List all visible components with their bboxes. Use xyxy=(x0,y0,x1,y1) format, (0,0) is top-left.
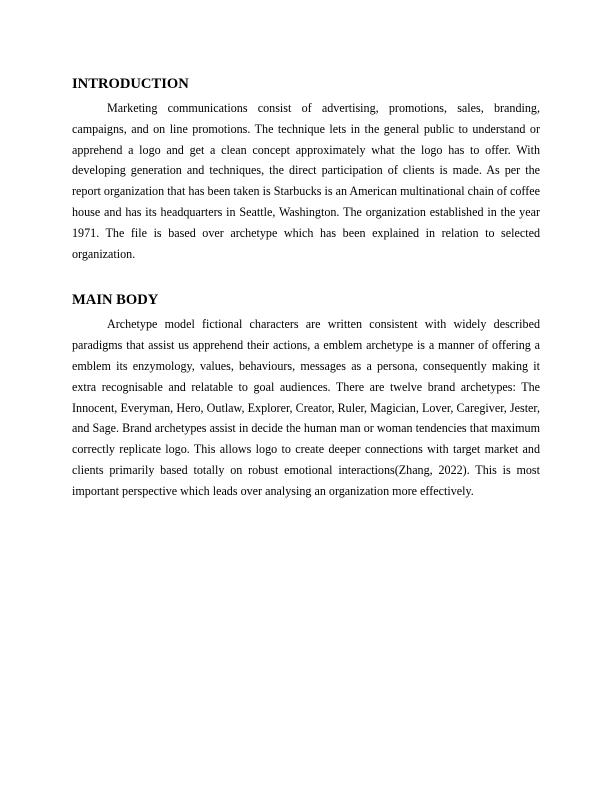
document-body xyxy=(72,74,540,502)
main-body-paragraph: Archetype model fictional characters are written consistent with widely described paradigms that assist us apprehend their actions, a emblem archetype is a manner of offering a emblem its enzymology, values, behaviours, messages as a persona, consequently making it extra recognisable and relatable to goal audiences. There are twelve brand archetypes: The Innocent, Everyman, Hero, Outlaw, Explorer, Creator, Ruler, Magician, Lover, Caregiver, Jester, and Sage. Brand archetypes assist in decide the human man or woman tendencies that maximum correctly replicate logo. This allows logo to create deeper connections with target market and clients primarily based totally on robust emotional interactions(Zhang, 2022). This is most important perspective which leads over analysing an organization more effectively. xyxy=(72,317,540,498)
main-body-section xyxy=(72,290,540,501)
main-body-heading: MAIN BODY xyxy=(72,292,159,309)
introduction-section xyxy=(72,74,540,264)
introduction-heading: INTRODUCTION xyxy=(72,76,189,92)
introduction-paragraph: Marketing communications consist of advertising, promotions, sales, branding, campaigns, and on line promotions. The technique lets in the general public to understand or apprehend a logo and get a clean concept approximately what the logo has to offer. With developing generation and techniques, the direct participation of clients is made. As per the report organization that has been taken is Starbucks is an American multinational chain of coffee house and has its headquarters in Seattle, Washington. The organization established in the year 1971. The file is based over archetype which has been explained in relation to selected organization. xyxy=(72,101,540,261)
